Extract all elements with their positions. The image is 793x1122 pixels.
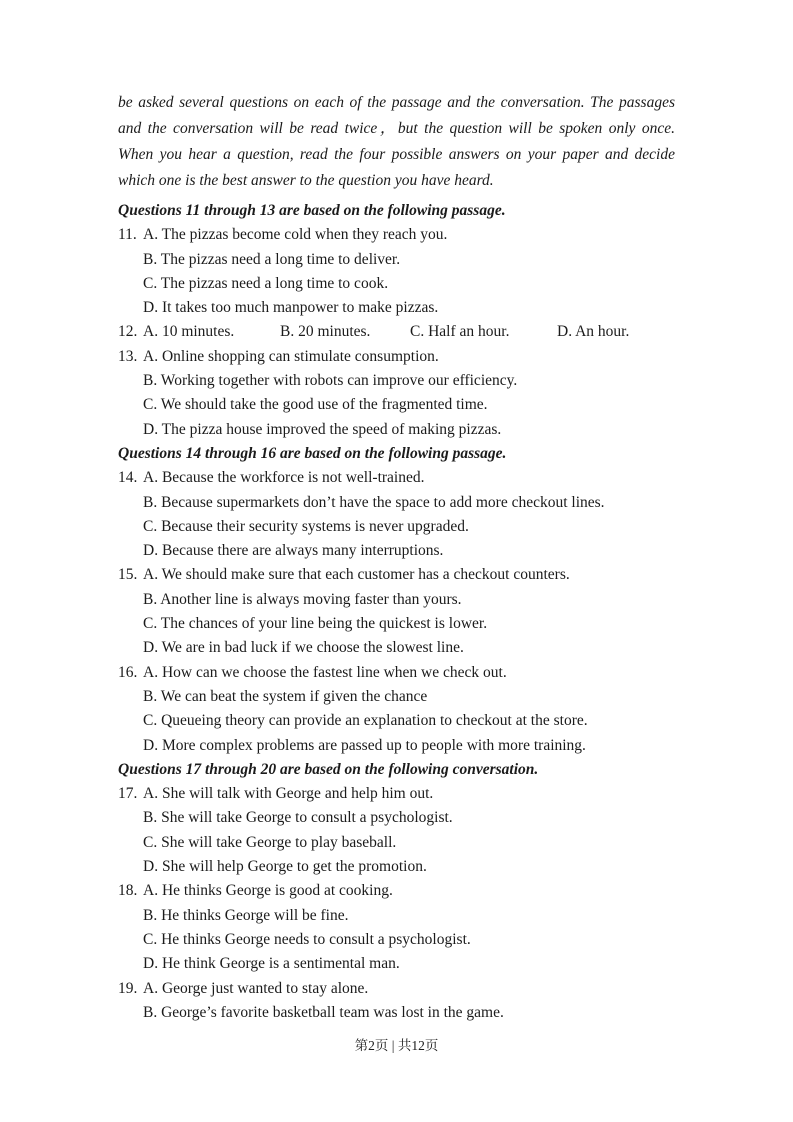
question-row bbox=[118, 782, 675, 879]
question-number: 11. bbox=[118, 226, 137, 244]
answer-options bbox=[143, 563, 675, 660]
question-number: 18. bbox=[118, 882, 138, 900]
answer-option: B. She will take George to consult a psychologist. bbox=[143, 809, 453, 827]
section-header: Questions 14 through 16 are based on the following passage. bbox=[118, 444, 507, 462]
answer-option: B. Working together with robots can improve our efficiency. bbox=[143, 372, 518, 390]
question-number: 12. bbox=[118, 323, 138, 341]
question-number: 16. bbox=[118, 663, 138, 681]
section-header: Questions 11 through 13 are based on the following passage. bbox=[118, 202, 506, 219]
answer-option: C. Because their security systems is never upgraded. bbox=[143, 517, 469, 535]
question-row bbox=[118, 879, 675, 976]
answer-option: D. We are in bad luck if we choose the slowest line. bbox=[143, 639, 464, 657]
answer-option: A. Because the workforce is not well-trained. bbox=[143, 469, 425, 487]
answer-option: D. The pizza house improved the speed of making pizzas. bbox=[143, 420, 502, 438]
answer-option: B. The pizzas need a long time to deliver. bbox=[143, 250, 401, 268]
answer-option: A. How can we choose the fastest line when we check out. bbox=[143, 663, 507, 681]
question-row bbox=[118, 661, 675, 758]
answer-option: C. We should take the good use of the fragmented time. bbox=[143, 396, 488, 414]
answer-option: D. Because there are always many interruptions. bbox=[143, 542, 444, 560]
answer-option: C. Queueing theory can provide an explanation to checkout at the store. bbox=[143, 712, 588, 730]
answer-option: C. The chances of your line being the quickest is lower. bbox=[143, 615, 488, 633]
answer-option: A. He thinks George is good at cooking. bbox=[143, 882, 393, 900]
section-header: Questions 17 through 20 are based on the following conversation. bbox=[118, 760, 539, 778]
answer-option: D. She will help George to get the promotion. bbox=[143, 858, 427, 876]
listening-instructions-paragraph: be asked several questions on each of the passage and the conversation. The passages and the conversation will be read twice，but the question will be spoken only once. When you hear a question, read the four possible answers on your paper and decide which one is the best answer to the question you have heard. bbox=[118, 94, 675, 189]
question-row bbox=[118, 466, 675, 563]
answer-option: A. The pizzas become cold when they reach you. bbox=[143, 226, 448, 244]
page-content bbox=[118, 90, 675, 1025]
answer-option: D. More complex problems are passed up to people with more training. bbox=[143, 736, 586, 754]
answer-option: A. George just wanted to stay alone. bbox=[143, 979, 369, 997]
questions-area bbox=[118, 199, 675, 1025]
answer-option: D. It takes too much manpower to make pizzas. bbox=[143, 299, 439, 317]
question-row bbox=[118, 345, 675, 442]
answer-options bbox=[143, 977, 675, 1026]
answer-option: A. We should make sure that each customer has a checkout counters. bbox=[143, 566, 570, 584]
question-row bbox=[118, 223, 675, 320]
question-number: 17. bbox=[118, 785, 138, 803]
question-number: 15. bbox=[118, 566, 138, 584]
answer-option: C. Half an hour. bbox=[410, 323, 510, 341]
question-number: 13. bbox=[118, 347, 138, 365]
answer-option: A. Online shopping can stimulate consumption. bbox=[143, 347, 439, 365]
answer-option: C. The pizzas need a long time to cook. bbox=[143, 274, 389, 292]
answer-options bbox=[143, 782, 675, 879]
question-number: 14. bbox=[118, 469, 138, 487]
answer-option: A. She will talk with George and help him out. bbox=[143, 785, 434, 803]
question-number: 19. bbox=[118, 979, 138, 997]
answer-option: D. He think George is a sentimental man. bbox=[143, 955, 400, 973]
answer-options bbox=[143, 345, 675, 442]
answer-options bbox=[143, 223, 675, 320]
answer-option: B. He thinks George will be fine. bbox=[143, 906, 349, 924]
answer-option: B. 20 minutes. bbox=[280, 323, 371, 341]
answer-option: C. She will take George to play baseball. bbox=[143, 833, 397, 851]
answer-option: B. George’s favorite basketball team was lost in the game. bbox=[143, 1003, 504, 1021]
answer-option: B. Because supermarkets don’t have the space to add more checkout lines. bbox=[143, 493, 605, 511]
answer-option: B. Another line is always moving faster than yours. bbox=[143, 590, 462, 608]
question-row bbox=[118, 320, 675, 344]
answer-option: A. 10 minutes. bbox=[143, 323, 235, 341]
answer-option: D. An hour. bbox=[557, 323, 630, 341]
answer-options bbox=[143, 320, 675, 344]
answer-options bbox=[143, 879, 675, 976]
answer-option: B. We can beat the system if given the chance bbox=[143, 687, 428, 705]
question-row bbox=[118, 977, 675, 1026]
question-row bbox=[118, 563, 675, 660]
answer-options bbox=[143, 466, 675, 563]
page-number-footer: 第2页 | 共12页 bbox=[354, 1038, 439, 1053]
answer-options bbox=[143, 661, 675, 758]
answer-option: C. He thinks George needs to consult a psychologist. bbox=[143, 930, 471, 948]
